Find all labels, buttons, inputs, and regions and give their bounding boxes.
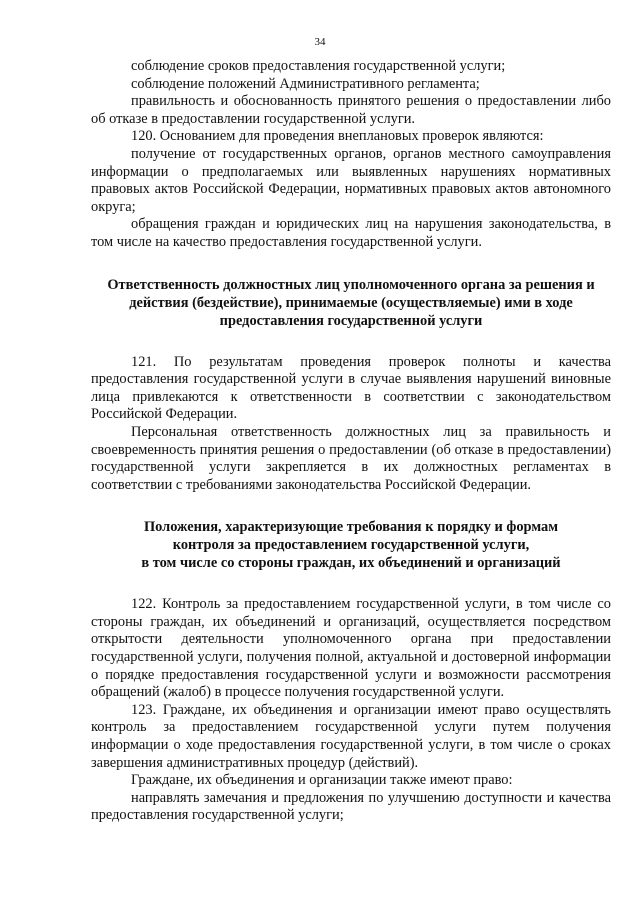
- section-heading-control: [91, 518, 611, 572]
- paragraph: 121. По результатам проведения проверок полноты и качества предоставления государственной услуги в случае выявления нарушений виновные лица привлекаются к ответственности в соответствии с законодательством Российской Федерации.: [91, 353, 611, 423]
- paragraph: обращения граждан и юридических лиц на нарушения законодательства, в том числе на качество предоставления государственной услуги.: [91, 216, 611, 250]
- page-content: [91, 58, 611, 825]
- paragraph: направлять замечания и предложения по улучшению доступности и качества предоставления государственной услуги;: [91, 789, 611, 824]
- paragraph: 123. Граждане, их объединения и организации имеют право осуществлять контроль за предоставлением государственной услуги путем получения информации о ходе предоставления государственной услуги, в том числе о сроках завершения административных процедур (действий).: [91, 701, 611, 771]
- paragraph: соблюдение положений Административного регламента;: [131, 75, 480, 92]
- section-heading-line: в том числе со стороны граждан, их объединений и организаций: [141, 555, 561, 572]
- page-number: 34: [314, 36, 326, 48]
- section-heading-line: Положения, характеризующие требования к порядку и формам: [143, 519, 559, 536]
- paragraph: соблюдение сроков предоставления государственной услуги;: [131, 58, 506, 74]
- section-heading-line: контроля за предоставлением государственной услуги,: [172, 537, 530, 554]
- paragraph: Граждане, их объединения и организации также имеют право:: [131, 772, 513, 789]
- section-heading-responsibility: Ответственность должностных лиц уполномоченного органа за решения и действия (бездействие), принимаемые (осуществляемые) ими в ходе предоставления государственной услуги: [107, 276, 595, 329]
- paragraph: получение от государственных органов, органов местного самоуправления информации о предполагаемых или выявленных нарушениях нормативных правовых актов Российской Федерации, нормативных правовых актов автономного округа;: [91, 145, 611, 215]
- paragraph: правильность и обоснованность принятого решения о предоставлении либо об отказе в предоставлении государственной услуги.: [91, 93, 611, 127]
- paragraph: Персональная ответственность должностных лиц за правильность и своевременность принятия решения о предоставлении (об отказе в предоставлении) государственной услуги закрепляется в их должностных регламентах в соответствии с требованиями законодательства Российской Федерации.: [91, 423, 611, 493]
- paragraph: 120. Основанием для проведения внеплановых проверок являются:: [131, 128, 544, 145]
- paragraph: 122. Контроль за предоставлением государственной услуги, в том числе со стороны граждан, их объединений и организаций, осуществляется посредством открытости деятельности уполномоченного органа при предоставлении государственной услуги, получения полной, актуальной и достоверной информации о порядке предоставления государственной услуги и возможности рассмотрения обращений (жалоб) в процессе получения государственной услуги.: [91, 596, 611, 701]
